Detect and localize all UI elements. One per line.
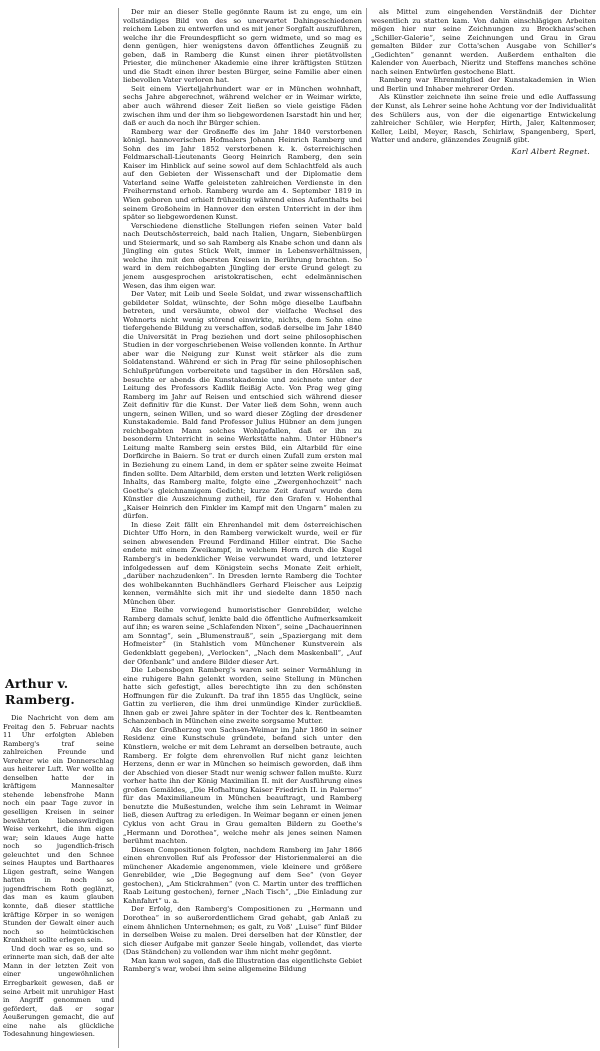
middle-column (118, 8, 362, 1048)
article-paragraph: Der Erfolg, den Ramberg's Compositionen zu „Hermann und Dorothea“ in so außerordentlichem Grad gehabt, gab Anlaß zu einem ähnlichen Unternehmen; es galt, zu Voß' „Luise“ fünf Bilder in derselben Weise zu malen. Drei derselben hat der Künstler, der sich dieser Aufgabe mit ganzer Seele hingab, vollendet, das vierte (Das Ständchen) zu vollenden war ihm nicht mehr gegönnt. (123, 905, 362, 957)
article-paragraph: Die Nachricht von dem am Freitag den 5. Februar nachts 11 Uhr erfolgten Ableben Ramberg's traf seine zahlreichen Freunde und Verehrer wie ein Donnerschlag aus heiterer Luft. Wer wollte an denselben hatte der in kräftigem Mannesalter stehende lebensfrohe Mann noch ein paar Tage zuvor in geselligen Kreisen in seiner bewährten liebenswürdigen Weise verkehrt, die ihm eigen war; sein klaues Auge hatte noch so jugendlich-frisch geleuchtet und den Schnee seines Hauptes und Barthaares Lügen gestraft, seine Wangen hatten in noch so jugendfrischem Roth geglänzt, das man es kaum glauben konnte, daß dieser stattliche kräftige Körper in so wenigen Stunden der Gewalt einer auch noch so heimtückischen Krankheit sollte erlegen sein. (3, 714, 114, 945)
author-signature: Karl Albert Regnet. (511, 146, 590, 156)
article-paragraph: Als Künstler zeichnete ihn seine freie und edle Auffassung der Kunst, als Lehrer seine hohe Achtung vor der Individualität des Schülers aus, von der die eigenartige Entwickelung zahlreicher Schüler, wie Herpfer, Hirth, Jaler, Kaltenmoser, Keller, Leibl, Meyer, Rasch, Schirlaw, Spangenberg, Sperl, Watter und andere, glänzendes Zeugniß gibt. (371, 93, 596, 145)
left-column (3, 640, 114, 1050)
article-paragraph: Man kann wol sagen, daß die Illustration das eigentlichste Gebiet Ramberg's war, wobei ihm seine allgemeine Bildung (123, 956, 362, 974)
article-paragraph: Eine Reihe vorwiegend humoristischer Genrebilder, welche Ramberg damals schuf, lenkte bald die öffentliche Aufmerksamkeit auf ihn; es waren seine „Schlafenden Nixen“, seine „Dachauerinnen am Sonntag“, sein „Blumenstrauß“, sein „Spaziergang mit dem Hofmeister“ (in Stahlstich vom Münchener Kunstverein als Gedenkblatt gegeben), „Verlocken“, „Nach dem Maskenball“, „Auf der Ofenbank“ und andere Bilder dieser Art. (123, 606, 362, 666)
middle-column-body (123, 8, 362, 974)
article-paragraph: Der mir an dieser Stelle gegönnte Raum ist zu enge, um ein vollständiges Bild von des so unerwartet Dahingeschiedenen reichem Leben zu entwerfen und es mit jener Sorgfalt auszuführen, welche ihr die Freundespflicht so gern widmete, und so mag es denn genügen, hier wenigstens davon öffentliches Zeugniß zu geben, daß in Ramberg die Kunst einen ihrer pietätvollsten Priester, die münchener Akademie eine ihrer kräftigsten Stützen und die Stadt einen ihrer besten Bürger, seine Familie aber einen liebevollen Vater verloren hat. (123, 8, 362, 85)
article-paragraph: als Mittel zum eingehenden Verständniß der Dichter wesentlich zu statten kam. Von dahin einschlägigen Arbeiten mögen hier nur seine Zeichnungen zu Brockhaus'schen „Schiller-Galerie“, seine Zeichnungen und Grau in Grau gemalten Bilder zur Cotta'schen Ausgabe von Schiller's „Gedichten“ genannt werden. Außerdem enthalten die Kalender von Auerbach, Nieritz und Steffens manches schöne nach seinen Entwürfen gestochene Blatt. (371, 8, 596, 76)
article-paragraph: In diese Zeit fällt ein Ehrenhandel mit dem österreichischen Dichter Uffo Horn, in den Ramberg verwickelt wurde, weil er für seinen abwesenden Freund Ferdinand Hiller eintrat. Die Sache endete mit einem Zweikampf, in welchem Horn durch die Kugel Ramberg's in bedenklicher Weise verwundet ward, und letzterer infolgedessen auf dem Königstein sechs Monate Zeit erhielt, „darüber nachzudenken“. In Dresden lernte Ramberg die Tochter des wohlbekannten Buchhändlers Gerhard Fleischer aus Leipzig kennen, vermählte sich mit ihr und siedelte dann 1850 nach München über. (123, 520, 362, 606)
article-paragraph: Der Vater, mit Leib und Seele Soldat, und zwar wissenschaftlich gebildeter Soldat, wünschte, der Sohn möge dieselbe Laufbahn betreten, und versäumte, obwol der vielfache Wechsel des Wohnorts nicht wenig störend einwirkte, nichts, dem Sohn eine tiefergehende Bildung zu verschaffen, sodaß derselbe im Jahr 1840 die Universität in Prag beziehen und dort seine philosophischen Studien in der vorgeschriebenen Weise vollenden konnte. In Arthur aber war die Neigung zur Kunst weit stärker als die zum Soldatenstand. Während er sich in Prag für seine philosophischen Schlußprüfungen vorbereitete und tagsüber in den Hörsälen saß, besuchte er abends die Kunstakademie und zeichnete unter der Leitung des Professors Kadlik fleißig Acte. Von Prag weg ging Ramberg im Jahr auf Reisen und entschied sich während dieser Zeit definitiv für die Kunst. Der Vater ließ dem Sohn, wenn auch ungern, seinen Willen, und so ward dieser Zögling der dresdener Kunstakademie. Bald fand Professor Julius Hübner an dem jungen reichbegabten Mann solches Wohlgefallen, daß er ihn zu besonderm Unterricht in seine Werkstätte nahm. Unter Hübner's Leitung malte Ramberg sein erstes Bild, ein Altarbild für eine Dorfkirche in Baiern. So trat er durch einen Zufall zum ersten mal in Beziehung zu einem Land, in dem er später seine zweite Heimat finden sollte. Dem Altarbild, dem ersten und letzten Werk religiösen Inhalts, das Ramberg malte, folgte eine „Zwergenhochzeit“ nach Goethe's gleichnamigem Gedicht; kurze Zeit darauf wurde dem Künstler die Auszeichnung zutheil, für den Grafen v. Hohenthal „Kaiser Heinrich den Finkler im Kampf mit den Ungarn“ malen zu dürfen. (123, 290, 362, 521)
right-column (366, 8, 596, 258)
article-paragraph: Ramberg war der Großneffe des im Jahr 1840 verstorbenen königl. hannoverischen Hofmalers Johann Heinrich Ramberg und Sohn des im Jahr 1852 verstorbenen k. k. österreichischen Feldmarschall-Lieutenants Georg Heinrich Ramberg, den sein Kaiser im Hinblick auf seine sowol auf dem Schlachtfeld als auch auf den Gebieten der Wissenschaft und der Diplomatie dem Vaterland seine Waffe geleisteten zahlreichen Verdienste in den Freiherrnstand erhob. Ramberg wurde am 4. September 1819 in Wien geboren und erhielt frühzeitig während eines Aufenthalts bei seinem Großoheim in Hannover den ersten Unterricht in der ihm später so liebgewordenen Kunst. (123, 127, 362, 222)
article-paragraph: Ramberg war Ehrenmitglied der Kunstakademien in Wien und Berlin und Inhaber mehrerer Orden. (371, 76, 596, 93)
right-column-body (371, 8, 596, 145)
article-headline: Arthur v. Ramberg. (5, 676, 75, 707)
article-paragraph: Als der Großherzog von Sachsen-Weimar im Jahr 1860 in seiner Residenz eine Kunstschule gründete, befand sich unter den Künstlern, welche er mit dem Lehramt an derselben betraute, auch Ramberg. Er folgte dem ehrenvollen Ruf nicht ganz leichten Herzens, denn er war in München so heimisch geworden, daß ihm der Abschied von dieser Stadt nur wenig schwer fallen mußte. Kurz vorher hatte ihn der König Maximilian II. mit der Ausführung eines großen Gemäldes, „Die Hofhaltung Kaiser Friedrich II. in Palermo“ für das Maximilianeum in München beauftragt, und Ramberg benutzte die Mußestunden, welche ihm sein Lehramt in Weimar ließ, diesen Auftrag zu erledigen. In Weimar begann er einen jenen Cyklus von acht Grau in Grau gemalten Bildern zu Goethe's „Hermann und Dorothea“, welche mehr als jenes seinen Namen berühmt machten. (123, 725, 362, 846)
left-column-body (3, 714, 114, 1039)
article-paragraph: Verschiedene dienstliche Stellungen riefen seinen Vater bald nach Deutschösterreich, bald nach Italien, Ungarn, Siebenbürgen und Steiermark, und so sah Ramberg als Knabe schon und dann als Jüngling ein gutes Stück Welt, immer in Lebensverhältnissen, welche ihn mit den obersten Kreisen in Berührung brachten. So ward in dem reichbegabten Jüngling der erste Grund gelegt zu jenem ausgesprochen aristokratischen, echt edelmännischen Wesen, das ihm eigen war. (123, 221, 362, 290)
article-paragraph: Die Lebensbogen Ramberg's waren seit seiner Vermählung in eine ruhigere Bahn gelenkt worden, seine Stellung in München hatte sich gefestigt, alles berechtigte ihn zu den schönsten Hoffnungen für die Zukunft. Da traf ihn 1855 das Unglück, seine Gattin zu verlieren, die ihm drei unmündige Kinder zurückließ. Ihnen gab er zwei Jahre später in der Tochter des k. Rentbeamten Schanzenbach in München eine zweite sorgsame Mutter. (123, 666, 362, 726)
article-paragraph: Und doch war es so, und so erinnerte man sich, daß der alte Mann in der letzten Zeit von einer ungewöhnlichen Erregbarkeit gewesen, daß er seine Arbeit mit unruhiger Hast in Angriff genommen und gefördert, daß er sogar Aeußerungen gemacht, die auf eine nahe als glückliche Todesahnung hingewiesen. (3, 944, 114, 1039)
article-paragraph: Seit einem Vierteljahrhundert war er in München wohnhaft, sechs Jahre abgerechnet, während welcher er in Weimar wirkte, aber auch während dieser Zeit ließen so viele geistige Fäden zwischen ihm und der ihm so liebgewordenen Isarstadt hin und her, daß er auch da noch ihr Bürger schien. (123, 84, 362, 128)
article-paragraph: Diesen Compositionen folgten, nachdem Ramberg im Jahr 1866 einen ehrenvollen Ruf als Professor der Historienmalerei an die münchener Akademie angenommen, viele kleinere und größere Genrebilder, wie „Die Begegnung auf dem See“ (von Geyer gestochen), „Am Stickrahmen“ (von C. Martin unter des trefflichen Raab Leitung gestochen), ferner „Nach Tisch“, „Die Einladung zur Kahnfahrt“ u. a. (123, 845, 362, 905)
